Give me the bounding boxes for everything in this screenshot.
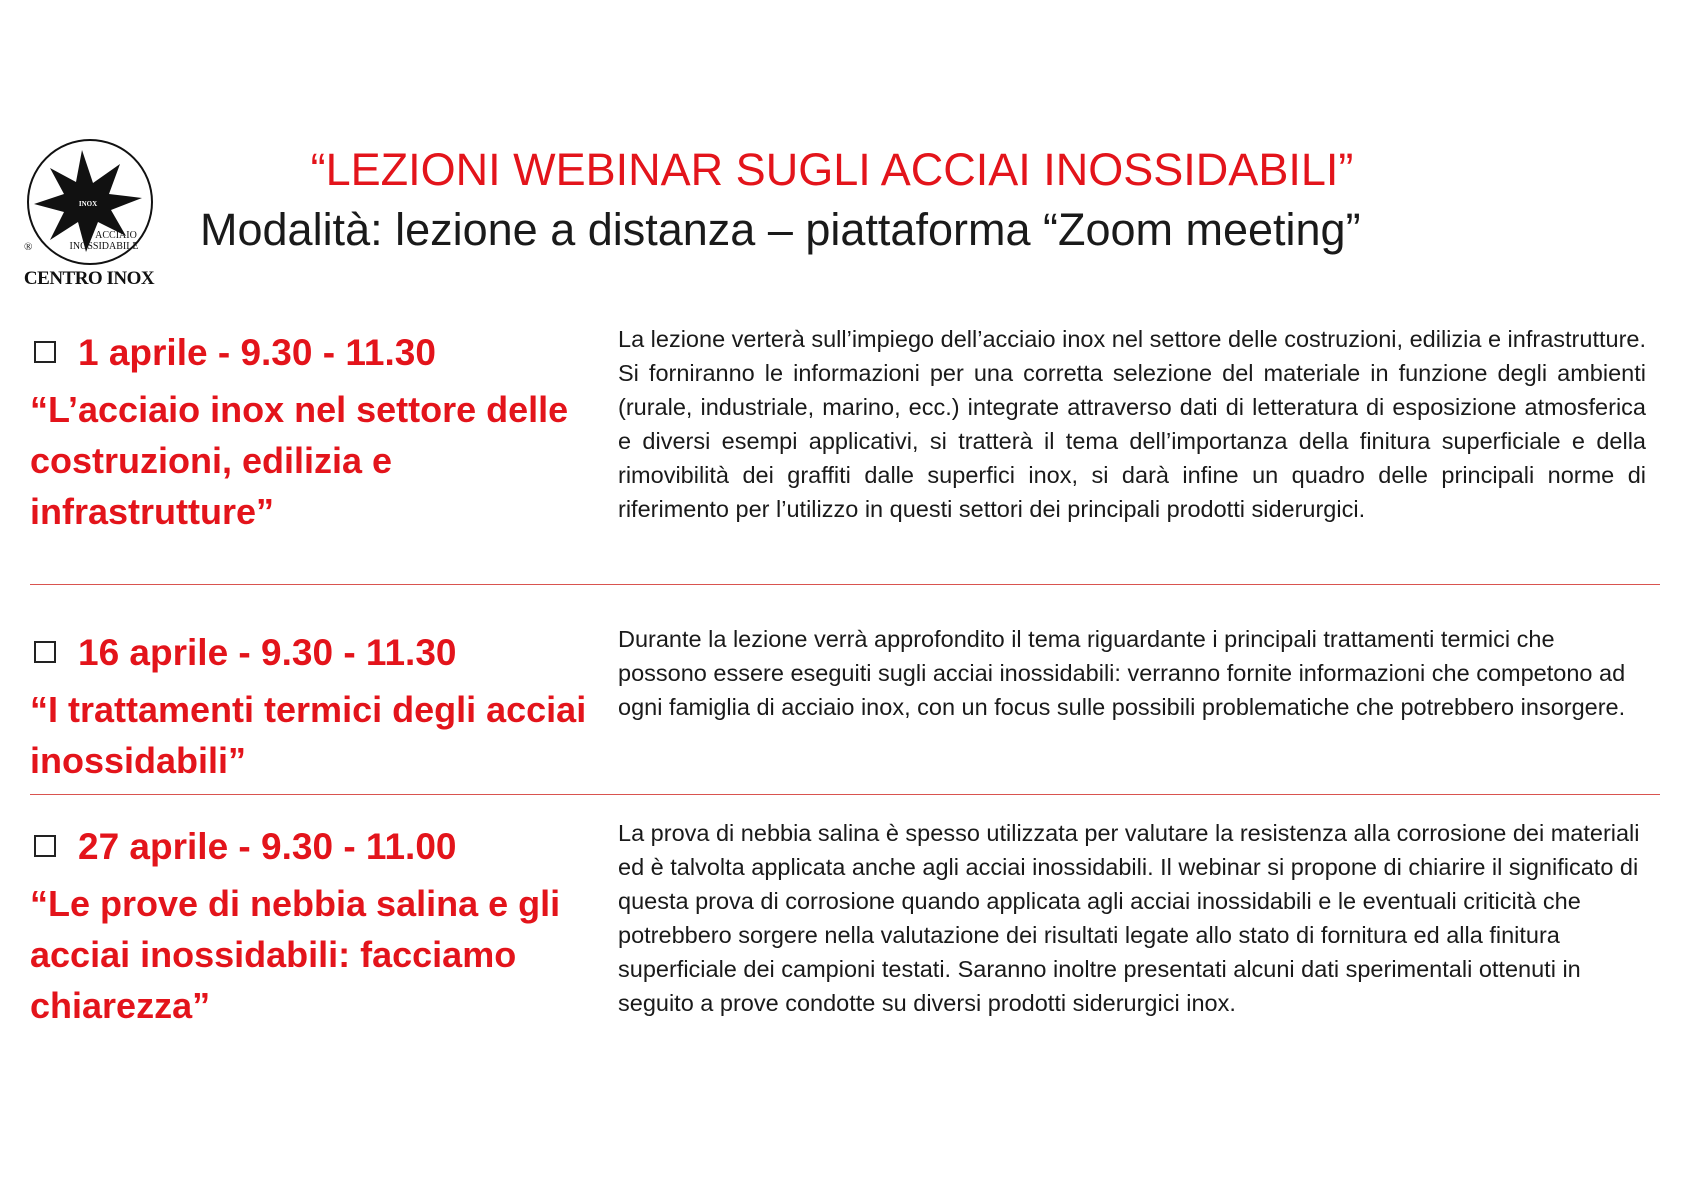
session-topic: “I trattamenti termici degli acciai inossidabili” bbox=[30, 689, 587, 781]
session-header bbox=[30, 328, 590, 537]
session-description: Durante la lezione verrà approfondito il tema riguardante i principali trattamenti termici che possono essere eseguiti sugli acciai inossidabili: verranno fornite informazioni che competono ad ogni famiglia di acciaio inox, con un focus sulle possibili problematiche che potrebbero insorgere. bbox=[618, 626, 1626, 720]
session-date-text: 27 aprile - 9.30 - 11.00 bbox=[78, 826, 457, 867]
session-date-text: 16 aprile - 9.30 - 11.30 bbox=[78, 632, 457, 673]
session-date bbox=[30, 628, 590, 678]
session-description: La prova di nebbia salina è spesso utilizzata per valutare la resistenza alla corrosione dei materiali ed è talvolta applicata anche agli acciai inossidabili. Il webinar si propone di chiarire il significato di questa prova di corrosione quando applicata agli acciai inossidabili e le eventuali criticità che potrebbero sorgere nella valutazione dei risultati legate allo stato di fornitura ed alla finitura superficiale dei campioni testati. Saranno inoltre presentati alcuni dati sperimentali ottenuti in seguito a prove condotte su diversi prodotti siderurgici inox. bbox=[618, 820, 1640, 1016]
session-topic: “L’acciaio inox nel settore delle costruzioni, edilizia e infrastrutture” bbox=[30, 389, 569, 532]
session-date bbox=[30, 822, 590, 872]
session-topic: “Le prove di nebbia salina e gli acciai inossidabili: facciamo chiarezza” bbox=[30, 883, 561, 1026]
session-date-text: 1 aprile - 9.30 - 11.30 bbox=[78, 332, 436, 373]
checkbox-icon bbox=[34, 641, 56, 663]
page-subtitle: Modalità: lezione a distanza – piattaforma “Zoom meeting” bbox=[200, 204, 1361, 255]
logo-ring-text-1: ACCIAIO bbox=[95, 230, 137, 241]
checkbox-icon bbox=[34, 341, 56, 363]
logo-ring-text-2: INOSSIDABILE bbox=[69, 241, 139, 252]
registered-mark: ® bbox=[24, 241, 33, 253]
session-date bbox=[30, 328, 590, 378]
logo-caption: CENTRO INOX bbox=[23, 268, 155, 289]
checkbox-icon bbox=[34, 835, 56, 857]
divider bbox=[30, 794, 1660, 795]
session-description: La lezione verterà sull’impiego dell’acciaio inox nel settore delle costruzioni, edilizia e infrastrutture. Si forniranno le informazioni per una corretta selezione del materiale in funzione degli ambienti (rurale, industriale, marino, ecc.) integrate attraverso dati di letteratura di esposizione atmosferica e diversi esempi applicativi, si tratterà il tema dell’importanza della finitura superficiale e della rimovibilità dei graffiti dalle superfici inox, si darà infine un quadro delle principali norme di riferimento per l’utilizzo in questi settori dei principali prodotti siderurgici. bbox=[618, 326, 1646, 522]
session-header bbox=[30, 628, 590, 786]
session-header bbox=[30, 822, 590, 1031]
page-title: “LEZIONI WEBINAR SUGLI ACCIAI INOSSIDABILI” bbox=[310, 144, 1354, 195]
divider bbox=[30, 584, 1660, 585]
logo-star-text: INOX bbox=[78, 200, 98, 208]
